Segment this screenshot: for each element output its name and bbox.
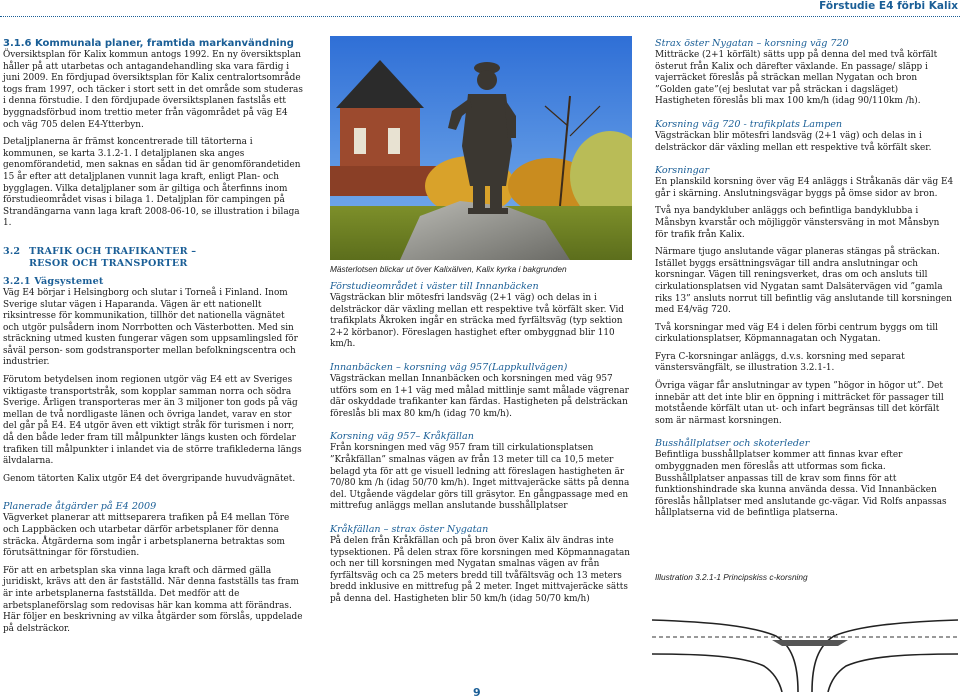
subheading-planerade-atgarder: Planerade åtgärder på E4 2009: [3, 501, 157, 513]
paragraph: Förutom betydelsen inom regionen utgör väg E4 ett av Sveriges viktigaste transportstråk, som kopplar samman norra och södra Sverige. Årligen transporteras mer än 3 miljoner ton gods på väg mellan de två nordligaste länen och övriga landet, varav en stor del går på E4. E4 utgör även ett viktigt stråk för turismen i norr, då den både leder fram till målpunkter längs kusten och fördelar trafiken till målpunkter i inlandet via de större trafiklederna längs älvdalarna.: [3, 375, 302, 467]
section-title-line2: RESOR OCH TRANSPORTER: [29, 257, 188, 269]
header-divider: [0, 16, 960, 17]
paragraph: Befintliga busshållplatser kommer att finnas kvar efter ombyggnaden men föreslås att utformas som ficka. Busshållplatser anpassas till de krav som finns för att funktionshindrade ska kunna använda dessa. Vid Innanbäcken föreslås hållplatser med anslutande gc-vägar. Vid Rolfs anpassas hållplatserna vid de befintliga platserna.: [655, 450, 947, 519]
c-korsning-diagram: [652, 584, 958, 692]
paragraph: Övriga vägar får anslutningar av typen ”högor in högor ut”. Det innebär att det inte blir en öppning i mitträcket för passager till motstående körfält utan ut- och infart begränsas till det körfält som är närmast korsningen.: [655, 381, 944, 426]
subheading-krakfallan: Korsning väg 957– Kråkfällan: [330, 431, 474, 443]
subheading-innanbacken: Förstudieområdet i väster till Innanbäcken: [330, 281, 539, 292]
statue-photo-image: [330, 36, 632, 260]
page-header: [0, 0, 960, 18]
paragraph: Mitträcke (2+1 körfält) sätts upp på denna del med två körfält österut från Kalix och därefter växlande. En passage/ släpp i vajerräcket föreslås på sträckan mellan Nygatan och bron ”Golden gate”(ej beslutat var på sträckan i dagsläget) Hastigheten föreslås bli max 100 km/h (idag 90/110km /h).: [655, 50, 938, 107]
subheading-korsning-957: Innanbäcken – korsning väg 957(Lappkullvägen): [330, 361, 568, 373]
paragraph: Vägverket planerar att mittseparera trafiken på E4 mellan Töre och Lappbäcken och utarbetar därför arbetsplaner för denna sträcka. Åtgärderna som ingår i arbetsplanerna betraktas som förutsättningar för förstudien.: [3, 513, 290, 559]
column-middle: [330, 264, 632, 605]
column-right: [655, 38, 955, 520]
paragraph: Från korsningen med väg 957 fram till cirkulationsplatsen ”Kråkfällan” smalnas vägen av från 13 meter till ca 10,5 meter belagd yta för att ge visuell ledning att föreslagen hastigheten är 70/80 km /h (idag 50/70 km/h). Inget mittvajeräcke sätts på denna del. Utgående vägdelar görs till gräsytor. En gångpassage med en mittrefug anläggs mellan anslutande busshållplatser: [330, 443, 630, 512]
paragraph: För att en arbetsplan ska vinna laga kraft och därmed gälla juridiskt, krävs att den är fastställd. När denna fastställs tas fram är inte arbetsplanerna fastställda. Det medför att de arbetsplaneförslag som redovisas här kan komma att förändras. Här följer en beskrivning av vilka åtgärder som förslås, uppdelade på delsträckor.: [3, 565, 303, 634]
paragraph: Översiktsplan för Kalix kommun antogs 1992. En ny översiktsplan håller på att utarbetas och antagandehandling ska vara färdig i juni 2009. En fördjupad översiktsplan för Kalix centralortsområde togs fram 1997, och täcker i stort sett in det område som studeras i denna förstudie. I den fördjupade översiktsplanen fastslås ett byggnadsförbud inom trettio meter från vägområdet på väg E4 och väg 705 delen E4-Ytterbyn.: [3, 50, 303, 130]
paragraph: Vägsträckan blir mötesfri landsväg (2+1 väg) och delas in i delsträckor där växling mellan ett respektive två körfält sker.: [655, 130, 932, 153]
subheading-vag-720: Strax öster Nygatan – korsning väg 720: [655, 38, 849, 49]
subheading-korsningar: Korsningar: [655, 165, 710, 177]
paragraph: Två nya bandykluber anläggs och befintliga bandyklubba i Månsbyn kvarstår och möjliggör vänstersväng in mot Månsbyn för trafik från Kalix.: [655, 206, 940, 240]
subsection-heading-3-2-1: 3.2.1 Vägsystemet: [3, 275, 104, 287]
paragraph: Vägsträckan mellan Innanbäcken och korsningen med väg 957 utförs som en 1+1 väg med målad mittlinje samt målade vägrenar där oskyddade trafikanter kan färdas. Hastigheten på delsträckan föreslås bli max 80 km/h (idag 70 km/h).: [330, 373, 629, 419]
section-heading-3-2: [3, 246, 303, 258]
statue-photo: [330, 36, 632, 260]
section-number: 3.2: [3, 245, 21, 257]
paragraph: Genom tätorten Kalix utgör E4 det övergripande huvudvägnätet.: [3, 473, 296, 484]
paragraph: Närmare tjugo anslutande vägar planeras stängas på sträckan. Istället byggs ersättningsvägar till andra anslutningar och korsningar. Vägen till reningsverket, dras om och ansluts till cirkulationsplatsen vid Nygatan samt Dalsätervägen vid ”gamla riks 13” ansluts norrut till befintlig väg anslutande till korsningen med E4/väg 720.: [655, 247, 953, 316]
illustration-caption: Illustration 3.2.1-1 Principskiss c-korsning: [655, 572, 808, 582]
subheading-lampen: Korsning väg 720 - trafikplats Lampen: [655, 118, 843, 130]
paragraph: En planskild korsning över väg E4 anläggs i Stråkanäs där väg E4 går i skärning. Anslutningsvägar byggs på ömse sidor av bron.: [655, 177, 954, 199]
subheading-busshallplatser: Busshållplatser och skoterleder: [655, 438, 810, 450]
photo-caption: Mästerlotsen blickar ut över Kalixälven, Kalix kyrka i bakgrunden: [330, 264, 567, 274]
subheading-nygatan: Kråkfällan – strax öster Nygatan: [330, 523, 489, 535]
page-number: 9: [473, 686, 481, 698]
paragraph: Två korsningar med väg E4 i delen förbi centrum byggs om till cirkulationsplatser, Köpmannagatan och Nygatan.: [655, 322, 939, 345]
section-title-line1: TRAFIK OCH TRAFIKANTER –: [29, 245, 197, 257]
section-heading-3-1-6: 3.1.6 Kommunala planer, framtida markanvändning: [3, 38, 294, 49]
paragraph: Väg E4 börjar i Helsingborg och slutar i Torneå i Finland. Inom Sverige slutar vägen i Haparanda. Vägen är ett nationellt riksintresse för kommunikation, tillhör det nationella vägnätet och utgör pulsådern inom Norrbotten och Västerbotten. Med sin sträckning utmed kusten fungerar vägen som uppsamlingsled för såväl person- som godstransporter mellan befolkningscentra och industrier.: [3, 287, 298, 368]
c-korsning-illustration: [652, 584, 958, 692]
paragraph: Fyra C-korsningar anläggs, d.v.s. korsning med separat vänstersvängfält, se illustration 3.2.1-1.: [655, 351, 905, 374]
document-title: Förstudie E4 förbi Kalix: [819, 0, 958, 12]
paragraph: Detaljplanerna är främst koncentrerade till tätorterna i kommunen, se karta 3.1.2-1. I detaljplanen ska anges genomförandetid, men saknas en sådan tid är genomförandetiden 15 år efter att detaljplanen vunnit laga kraft, enligt Plan- och bygglagen. Vilka detaljplaner som är giltiga och återfinns inom förstudieområdet visas i bilaga 1. Detaljplan för campingen på Strandängarna vann laga kraft 2008-06-10, se illustration i bilaga 1.: [3, 137, 301, 229]
column-left: [3, 38, 303, 635]
paragraph: På delen från Kråkfällan och på bron över Kalix älv ändras inte typsektionen. På delen strax före korsningen med Köpmannagatan och ner till korsningen med Nygatan smalnas vägen av från fyrfältsväg och ca 25 meters bredd till tvåfältsväg och 13 meters bredd inklusive en mittrefug på 2 meter. Inget mittvajeräcke sätts på denna del. Hastigheten blir 50 km/h (idag 50/70 km/h): [330, 535, 631, 604]
paragraph: Vägsträckan blir mötesfri landsväg (2+1 väg) och delas in i delsträckor där växling mellan ett respektive två körfält sker. Vid trafikplats Åkroken ingår en sträcka med fyrfältsväg (typ sektion 2+2 körbanor). Föreslagen hastighet efter ombyggnad blir 110 km/h.: [330, 293, 624, 350]
